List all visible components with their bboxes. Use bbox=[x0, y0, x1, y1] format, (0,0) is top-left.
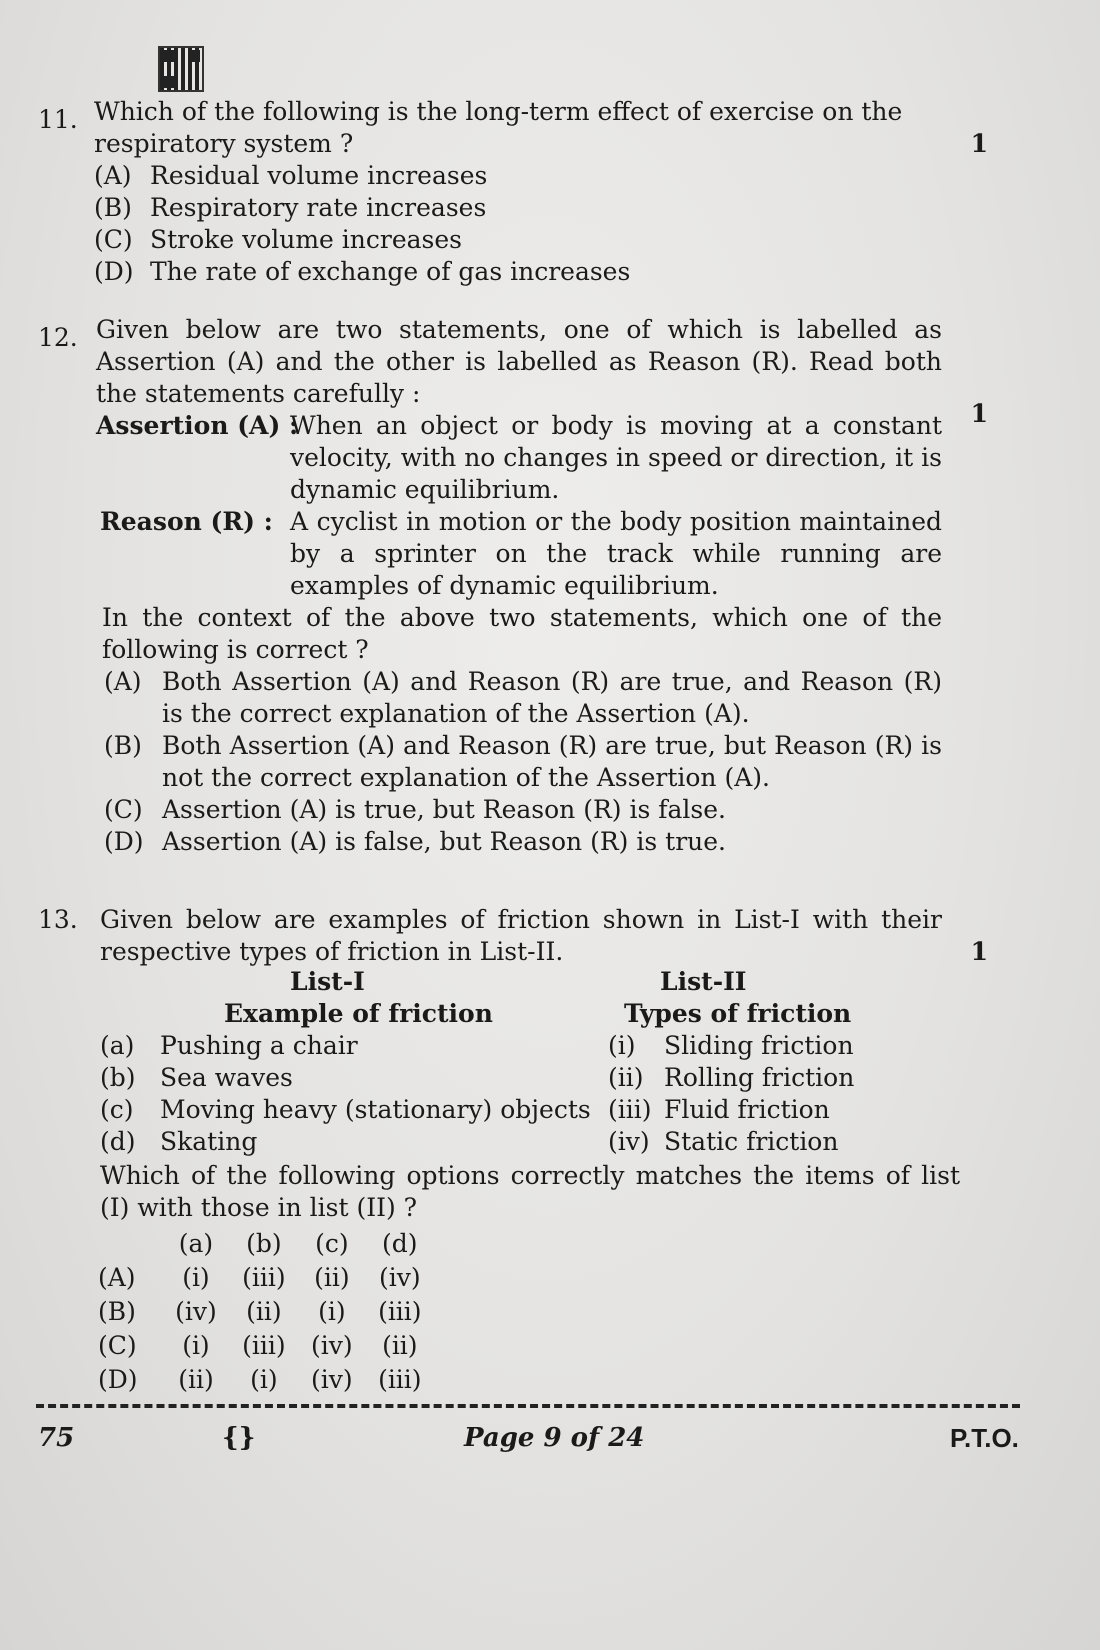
footer-divider bbox=[36, 1404, 1020, 1408]
q12-option-a-label: (A) bbox=[104, 667, 142, 696]
option-label: (C) bbox=[94, 225, 133, 254]
match-option-a bbox=[98, 1262, 430, 1294]
footer-braces: {} bbox=[222, 1423, 256, 1453]
q11-marks: 1 bbox=[970, 129, 988, 158]
option-label: (D) bbox=[98, 1365, 138, 1394]
list1-item-c-text: Moving heavy (stationary) objects bbox=[160, 1095, 591, 1124]
list2-item-ii-text: Rolling friction bbox=[664, 1063, 855, 1092]
q12-option-b-text: Both Assertion (A) and Reason (R) are true, but Reason (R) is not the correct explanation of the Assertion (A). bbox=[162, 731, 942, 792]
option-label: (A) bbox=[94, 161, 132, 190]
match-cell: (ii) bbox=[246, 1297, 282, 1326]
q11-text: Which of the following is the long-term effect of exercise on the respiratory system ? bbox=[94, 97, 903, 158]
match-header-a: (a) bbox=[178, 1229, 214, 1258]
list2-item-iii-label: (iii) bbox=[608, 1095, 652, 1124]
list1-item-a-label: (a) bbox=[100, 1031, 135, 1060]
option-label: (C) bbox=[98, 1331, 137, 1360]
list1-item-d-text: Skating bbox=[160, 1127, 258, 1156]
q12-text: Given below are two statements, one of which is labelled as Assertion (A) and the other is labelled as Reason (R). Read both the statements carefully : bbox=[96, 315, 942, 408]
list1-item-d-label: (d) bbox=[100, 1127, 136, 1156]
match-cell: (iii) bbox=[378, 1365, 422, 1394]
q12-prompt: In the context of the above two statements, which one of the following is correct ? bbox=[102, 603, 942, 664]
option-label: (B) bbox=[94, 193, 132, 222]
list1-title: List-I bbox=[290, 967, 365, 996]
q11-option-c bbox=[94, 224, 462, 256]
q12-option-a-text: Both Assertion (A) and Reason (R) are true, and Reason (R) is the correct explanation of the Assertion (A). bbox=[162, 667, 942, 728]
match-cell: (ii) bbox=[178, 1365, 214, 1394]
q11-option-d bbox=[94, 256, 630, 288]
q11-option-b bbox=[94, 192, 486, 224]
list2-item-i-label: (i) bbox=[608, 1031, 636, 1060]
option-label: (A) bbox=[98, 1263, 136, 1292]
q12-number: 12. bbox=[38, 323, 78, 352]
q12-option-b-label: (B) bbox=[104, 731, 142, 760]
footer-code: 75 bbox=[38, 1423, 75, 1453]
list2-item-ii-label: (ii) bbox=[608, 1063, 644, 1092]
q12-option-d-text: Assertion (A) is false, but Reason (R) is true. bbox=[162, 827, 726, 856]
assertion-label: Assertion (A) : bbox=[96, 411, 299, 440]
q13-number: 13. bbox=[38, 905, 78, 934]
match-header-row bbox=[98, 1228, 430, 1260]
q12-option-c-text: Assertion (A) is true, but Reason (R) is false. bbox=[162, 795, 726, 824]
footer-page-number: Page 9 of 24 bbox=[464, 1423, 645, 1453]
q11-number: 11. bbox=[38, 105, 78, 134]
match-header-c: (c) bbox=[315, 1229, 349, 1258]
match-cell: (iii) bbox=[242, 1263, 286, 1292]
match-option-d bbox=[98, 1364, 430, 1396]
option-label: (D) bbox=[94, 257, 134, 286]
option-text: Stroke volume increases bbox=[150, 225, 462, 254]
q12-marks: 1 bbox=[970, 399, 988, 428]
list2-item-iv-text: Static friction bbox=[664, 1127, 839, 1156]
option-text: Respiratory rate increases bbox=[150, 193, 487, 222]
footer-pto: P.T.O. bbox=[950, 1423, 1019, 1453]
match-cell: (iv) bbox=[378, 1263, 421, 1292]
list1-item-a-text: Pushing a chair bbox=[160, 1031, 358, 1060]
option-text: Residual volume increases bbox=[150, 161, 488, 190]
match-option-c bbox=[98, 1330, 430, 1362]
match-cell: (iv) bbox=[175, 1297, 217, 1326]
list1-subtitle: Example of friction bbox=[224, 999, 493, 1028]
match-cell: (iii) bbox=[378, 1297, 422, 1326]
list2-title: List-II bbox=[660, 967, 747, 996]
qr-code-icon bbox=[160, 48, 202, 90]
list2-subtitle: Types of friction bbox=[624, 999, 852, 1028]
reason-text: A cyclist in motion or the body position maintained by a sprinter on the track while running are examples of dynamic equilibrium. bbox=[290, 507, 942, 600]
q13-text: Given below are examples of friction shown in List-I with their respective types of friction in List-II. bbox=[100, 905, 942, 966]
match-cell: (iv) bbox=[311, 1365, 353, 1394]
match-cell: (i) bbox=[182, 1331, 210, 1360]
option-text: The rate of exchange of gas increases bbox=[150, 257, 631, 286]
option-label: (B) bbox=[98, 1297, 136, 1326]
list2-item-i-text: Sliding friction bbox=[664, 1031, 854, 1060]
list1-item-b-label: (b) bbox=[100, 1063, 136, 1092]
list1-item-c-label: (c) bbox=[100, 1095, 134, 1124]
q13-marks: 1 bbox=[970, 937, 988, 966]
match-cell: (i) bbox=[182, 1263, 210, 1292]
match-cell: (ii) bbox=[382, 1331, 418, 1360]
match-cell: (i) bbox=[250, 1365, 278, 1394]
reason-label: Reason (R) : bbox=[100, 507, 273, 536]
match-header-d: (d) bbox=[382, 1229, 418, 1258]
list2-item-iii-text: Fluid friction bbox=[664, 1095, 830, 1124]
q12-option-c-label: (C) bbox=[104, 795, 143, 824]
q13-prompt: Which of the following options correctly matches the items of list (I) with those in list (II) ? bbox=[100, 1161, 960, 1222]
match-header-b: (b) bbox=[246, 1229, 282, 1258]
list2-item-iv-label: (iv) bbox=[608, 1127, 650, 1156]
match-option-b bbox=[98, 1296, 430, 1328]
q12-option-d-label: (D) bbox=[104, 827, 144, 856]
match-cell: (i) bbox=[318, 1297, 346, 1326]
list1-item-b-text: Sea waves bbox=[160, 1063, 293, 1092]
match-cell: (iv) bbox=[311, 1331, 353, 1360]
assertion-text: When an object or body is moving at a constant velocity, with no changes in speed or direction, it is dynamic equilibrium. bbox=[290, 411, 942, 504]
match-cell: (ii) bbox=[314, 1263, 350, 1292]
q11-option-a bbox=[94, 160, 487, 192]
match-cell: (iii) bbox=[242, 1331, 286, 1360]
